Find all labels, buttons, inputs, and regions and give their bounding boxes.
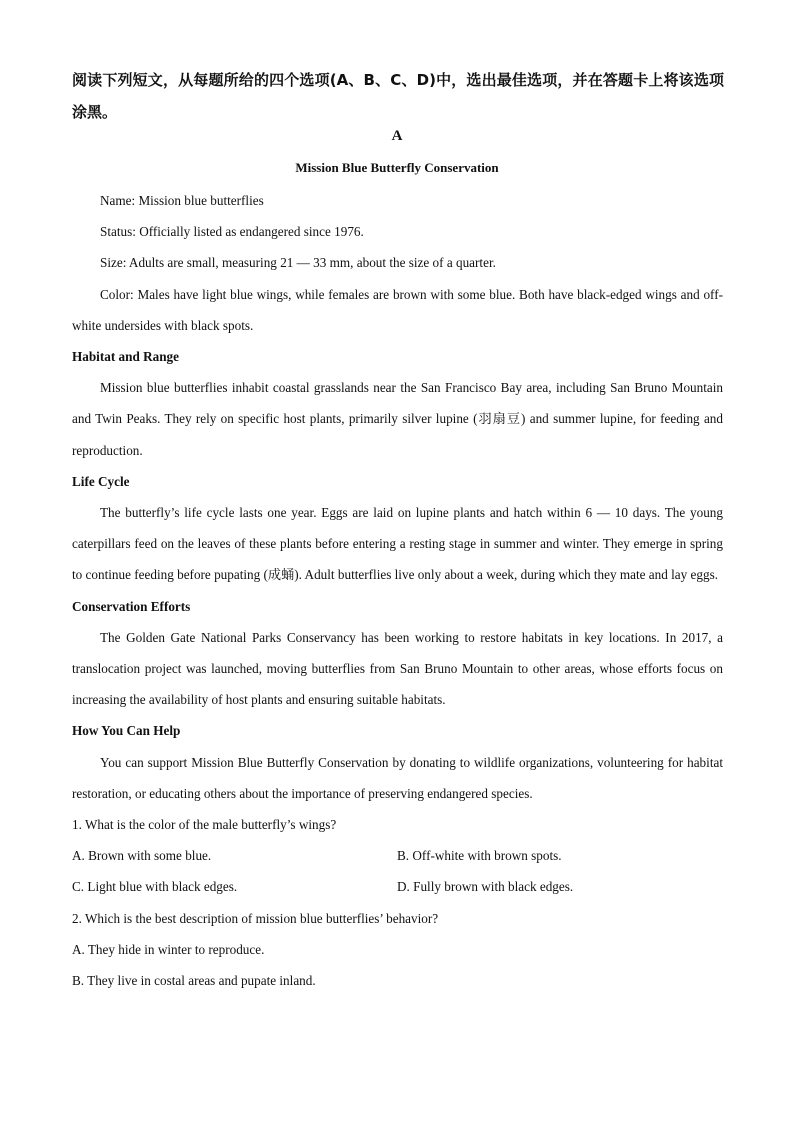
- paragraph-how-to-help: You can support Mission Blue Butterfly Conservation by donating to wildlife organizations, volunteering for habitat restoration, or educating others about the importance of preserving endangered species.: [72, 754, 723, 801]
- question-1-options-row-1: [72, 840, 723, 871]
- info-status: Status: Officially listed as endangered since 1976.: [100, 224, 364, 240]
- info-color: Color: Males have light blue wings, while females are brown with some blue. Both have black-edged wings and off-white undersides with black spots.: [72, 286, 723, 333]
- heading-life-cycle: Life Cycle: [72, 473, 130, 489]
- passage-title: Mission Blue Butterfly Conservation: [295, 160, 499, 175]
- question-1-option-a[interactable]: A. Brown with some blue.: [72, 848, 212, 864]
- question-1-stem: 1. What is the color of the male butterfly’s wings?: [72, 817, 337, 833]
- question-2-option-a[interactable]: A. They hide in winter to reproduce.: [72, 941, 265, 957]
- question-1-options-row-2: [72, 871, 723, 902]
- question-1-option-d[interactable]: D. Fully brown with black edges.: [397, 879, 574, 895]
- paragraph-conservation: The Golden Gate National Parks Conservancy has been working to restore habitats in key locations. In 2017, a translocation project was launched, moving butterflies from San Bruno Mountain to other areas, whose efforts focus on increasing the availability of host plants and ensuring suitable habitats.: [72, 629, 723, 708]
- heading-how-to-help: How You Can Help: [72, 723, 181, 739]
- info-size: Size: Adults are small, measuring 21 — 33 mm, about the size of a quarter.: [100, 255, 496, 271]
- instruction-text: 阅读下列短文，从每题所给的四个选项(A、B、C、D)中，选出最佳选项，并在答题卡上将该选项涂黑。: [72, 71, 724, 121]
- paragraph-habitat: Mission blue butterflies inhabit coastal grasslands near the San Francisco Bay area, including San Bruno Mountain and Twin Peaks. They rely on specific host plants, primarily silver lupine (羽扇豆) and summer lupine, for feeding and reproduction.: [72, 380, 723, 458]
- question-1-option-c[interactable]: C. Light blue with black edges.: [72, 879, 238, 895]
- paragraph-life-cycle: The butterfly’s life cycle lasts one year. Eggs are laid on lupine plants and hatch within 6 — 10 days. The young caterpillars feed on the leaves of these plants before entering a resting stage in summer and winter. They emerge in spring to continue feeding before pupating (成蛹). Adult butterflies live only about a week, during which they mate and lay eggs.: [72, 505, 723, 583]
- question-2-option-b[interactable]: B. They live in costal areas and pupate inland.: [72, 973, 316, 989]
- question-1-option-b[interactable]: B. Off-white with brown spots.: [397, 848, 562, 864]
- heading-conservation: Conservation Efforts: [72, 598, 191, 614]
- section-letter: A: [391, 128, 403, 144]
- heading-habitat: Habitat and Range: [72, 349, 179, 365]
- question-2-stem: 2. Which is the best description of mission blue butterflies’ behavior?: [72, 910, 439, 926]
- info-name: Name: Mission blue butterflies: [100, 193, 264, 208]
- passage-body: [72, 185, 723, 996]
